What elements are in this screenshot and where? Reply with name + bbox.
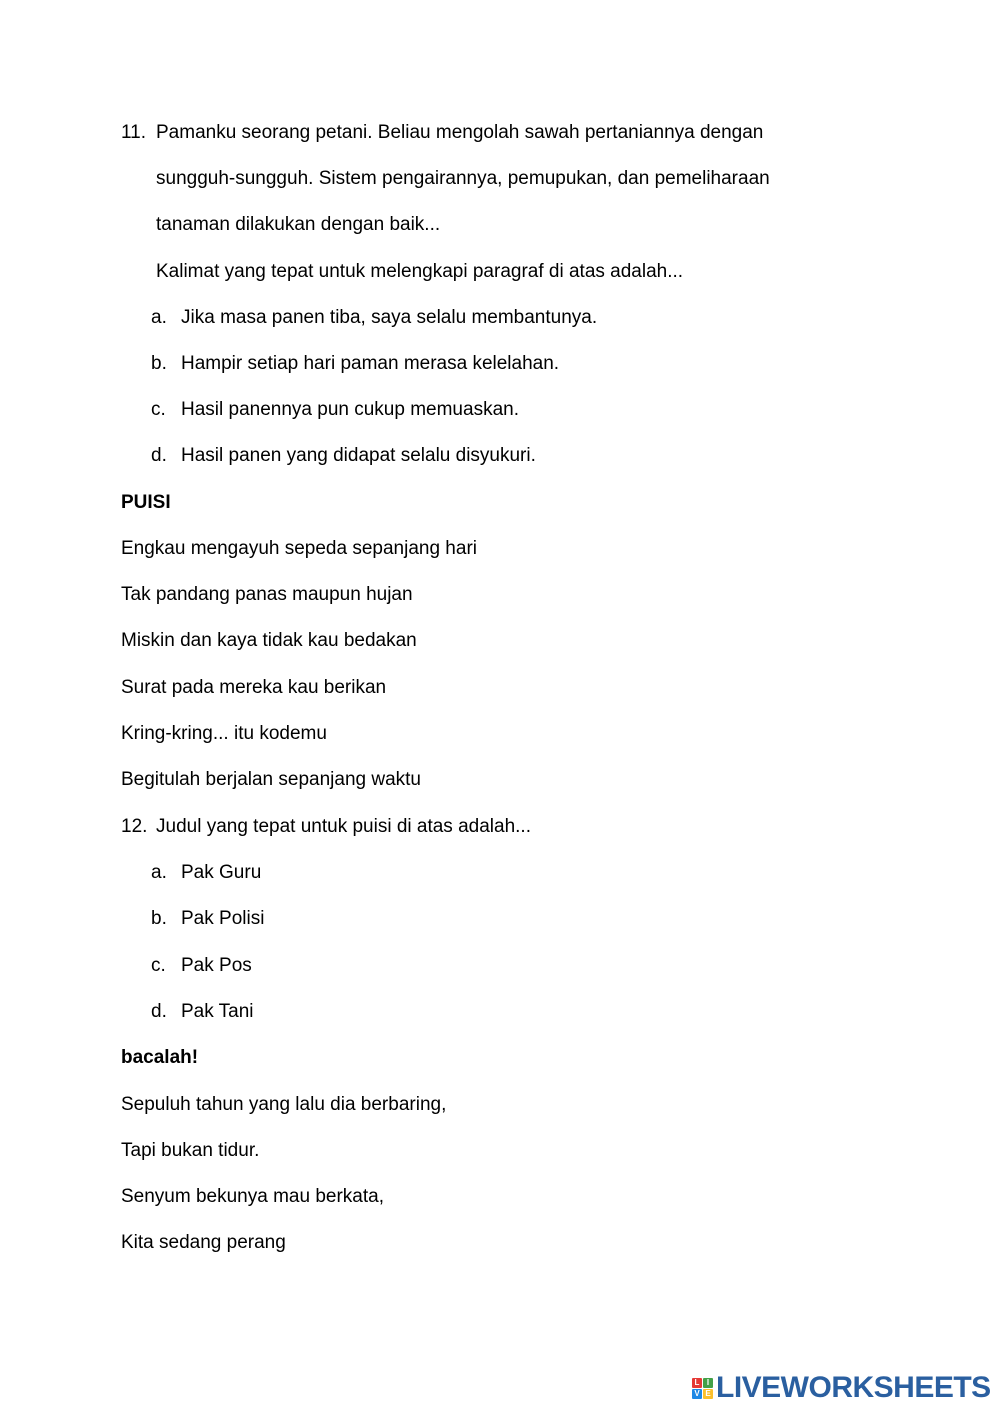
option-text: Hampir setiap hari paman merasa kelelahan. bbox=[181, 353, 560, 374]
option-letter: d. bbox=[151, 445, 167, 466]
logo-mark-letter: E bbox=[703, 1389, 713, 1399]
poem-line: Tak pandang panas maupun hujan bbox=[121, 584, 413, 605]
logo-mark-icon bbox=[692, 1378, 713, 1399]
reading-line: Sepuluh tahun yang lalu dia berbaring, bbox=[121, 1094, 447, 1115]
option-letter: b. bbox=[151, 908, 167, 929]
poem-line: Begitulah berjalan sepanjang waktu bbox=[121, 769, 421, 790]
poem-line: Engkau mengayuh sepeda sepanjang hari bbox=[121, 538, 477, 559]
reading-line: Tapi bukan tidur. bbox=[121, 1140, 260, 1161]
option-letter: c. bbox=[151, 399, 166, 420]
question-number: 11. bbox=[121, 122, 147, 143]
option-letter: a. bbox=[151, 862, 167, 883]
question-text-line: tanaman dilakukan dengan baik... bbox=[156, 214, 441, 235]
option-letter: b. bbox=[151, 353, 167, 374]
liveworksheets-logo bbox=[692, 1371, 991, 1404]
reading-line: Senyum bekunya mau berkata, bbox=[121, 1186, 384, 1207]
question-text-line: sungguh-sungguh. Sistem pengairannya, pemupukan, dan pemeliharaan bbox=[156, 168, 770, 189]
option-text: Pak Polisi bbox=[181, 908, 265, 929]
option-text: Hasil panennya pun cukup memuaskan. bbox=[181, 399, 519, 420]
reading-heading: bacalah! bbox=[121, 1047, 199, 1068]
question-text-line: Pamanku seorang petani. Beliau mengolah sawah pertaniannya dengan bbox=[156, 122, 764, 143]
poem-line: Surat pada mereka kau berikan bbox=[121, 677, 387, 698]
poem-line: Miskin dan kaya tidak kau bedakan bbox=[121, 630, 417, 651]
logo-text: LIVEWORKSHEETS bbox=[716, 1371, 991, 1404]
option-letter: a. bbox=[151, 307, 167, 328]
option-text: Pak Tani bbox=[181, 1001, 254, 1022]
logo-mark-letter: L bbox=[692, 1378, 702, 1388]
question-number: 12. bbox=[121, 816, 148, 837]
question-text: Judul yang tepat untuk puisi di atas adalah... bbox=[156, 816, 531, 837]
option-text: Pak Guru bbox=[181, 862, 262, 883]
logo-mark-letter: I bbox=[703, 1378, 713, 1388]
option-text: Pak Pos bbox=[181, 955, 252, 976]
option-letter: d. bbox=[151, 1001, 167, 1022]
option-text: Hasil panen yang didapat selalu disyukuri. bbox=[181, 445, 536, 466]
option-letter: c. bbox=[151, 955, 166, 976]
poem-heading: PUISI bbox=[121, 492, 171, 513]
logo-mark-letter: V bbox=[692, 1389, 702, 1399]
option-text: Jika masa panen tiba, saya selalu membantunya. bbox=[181, 307, 598, 328]
question-prompt: Kalimat yang tepat untuk melengkapi paragraf di atas adalah... bbox=[156, 261, 684, 282]
poem-line: Kring-kring... itu kodemu bbox=[121, 723, 327, 744]
reading-line: Kita sedang perang bbox=[121, 1232, 286, 1253]
